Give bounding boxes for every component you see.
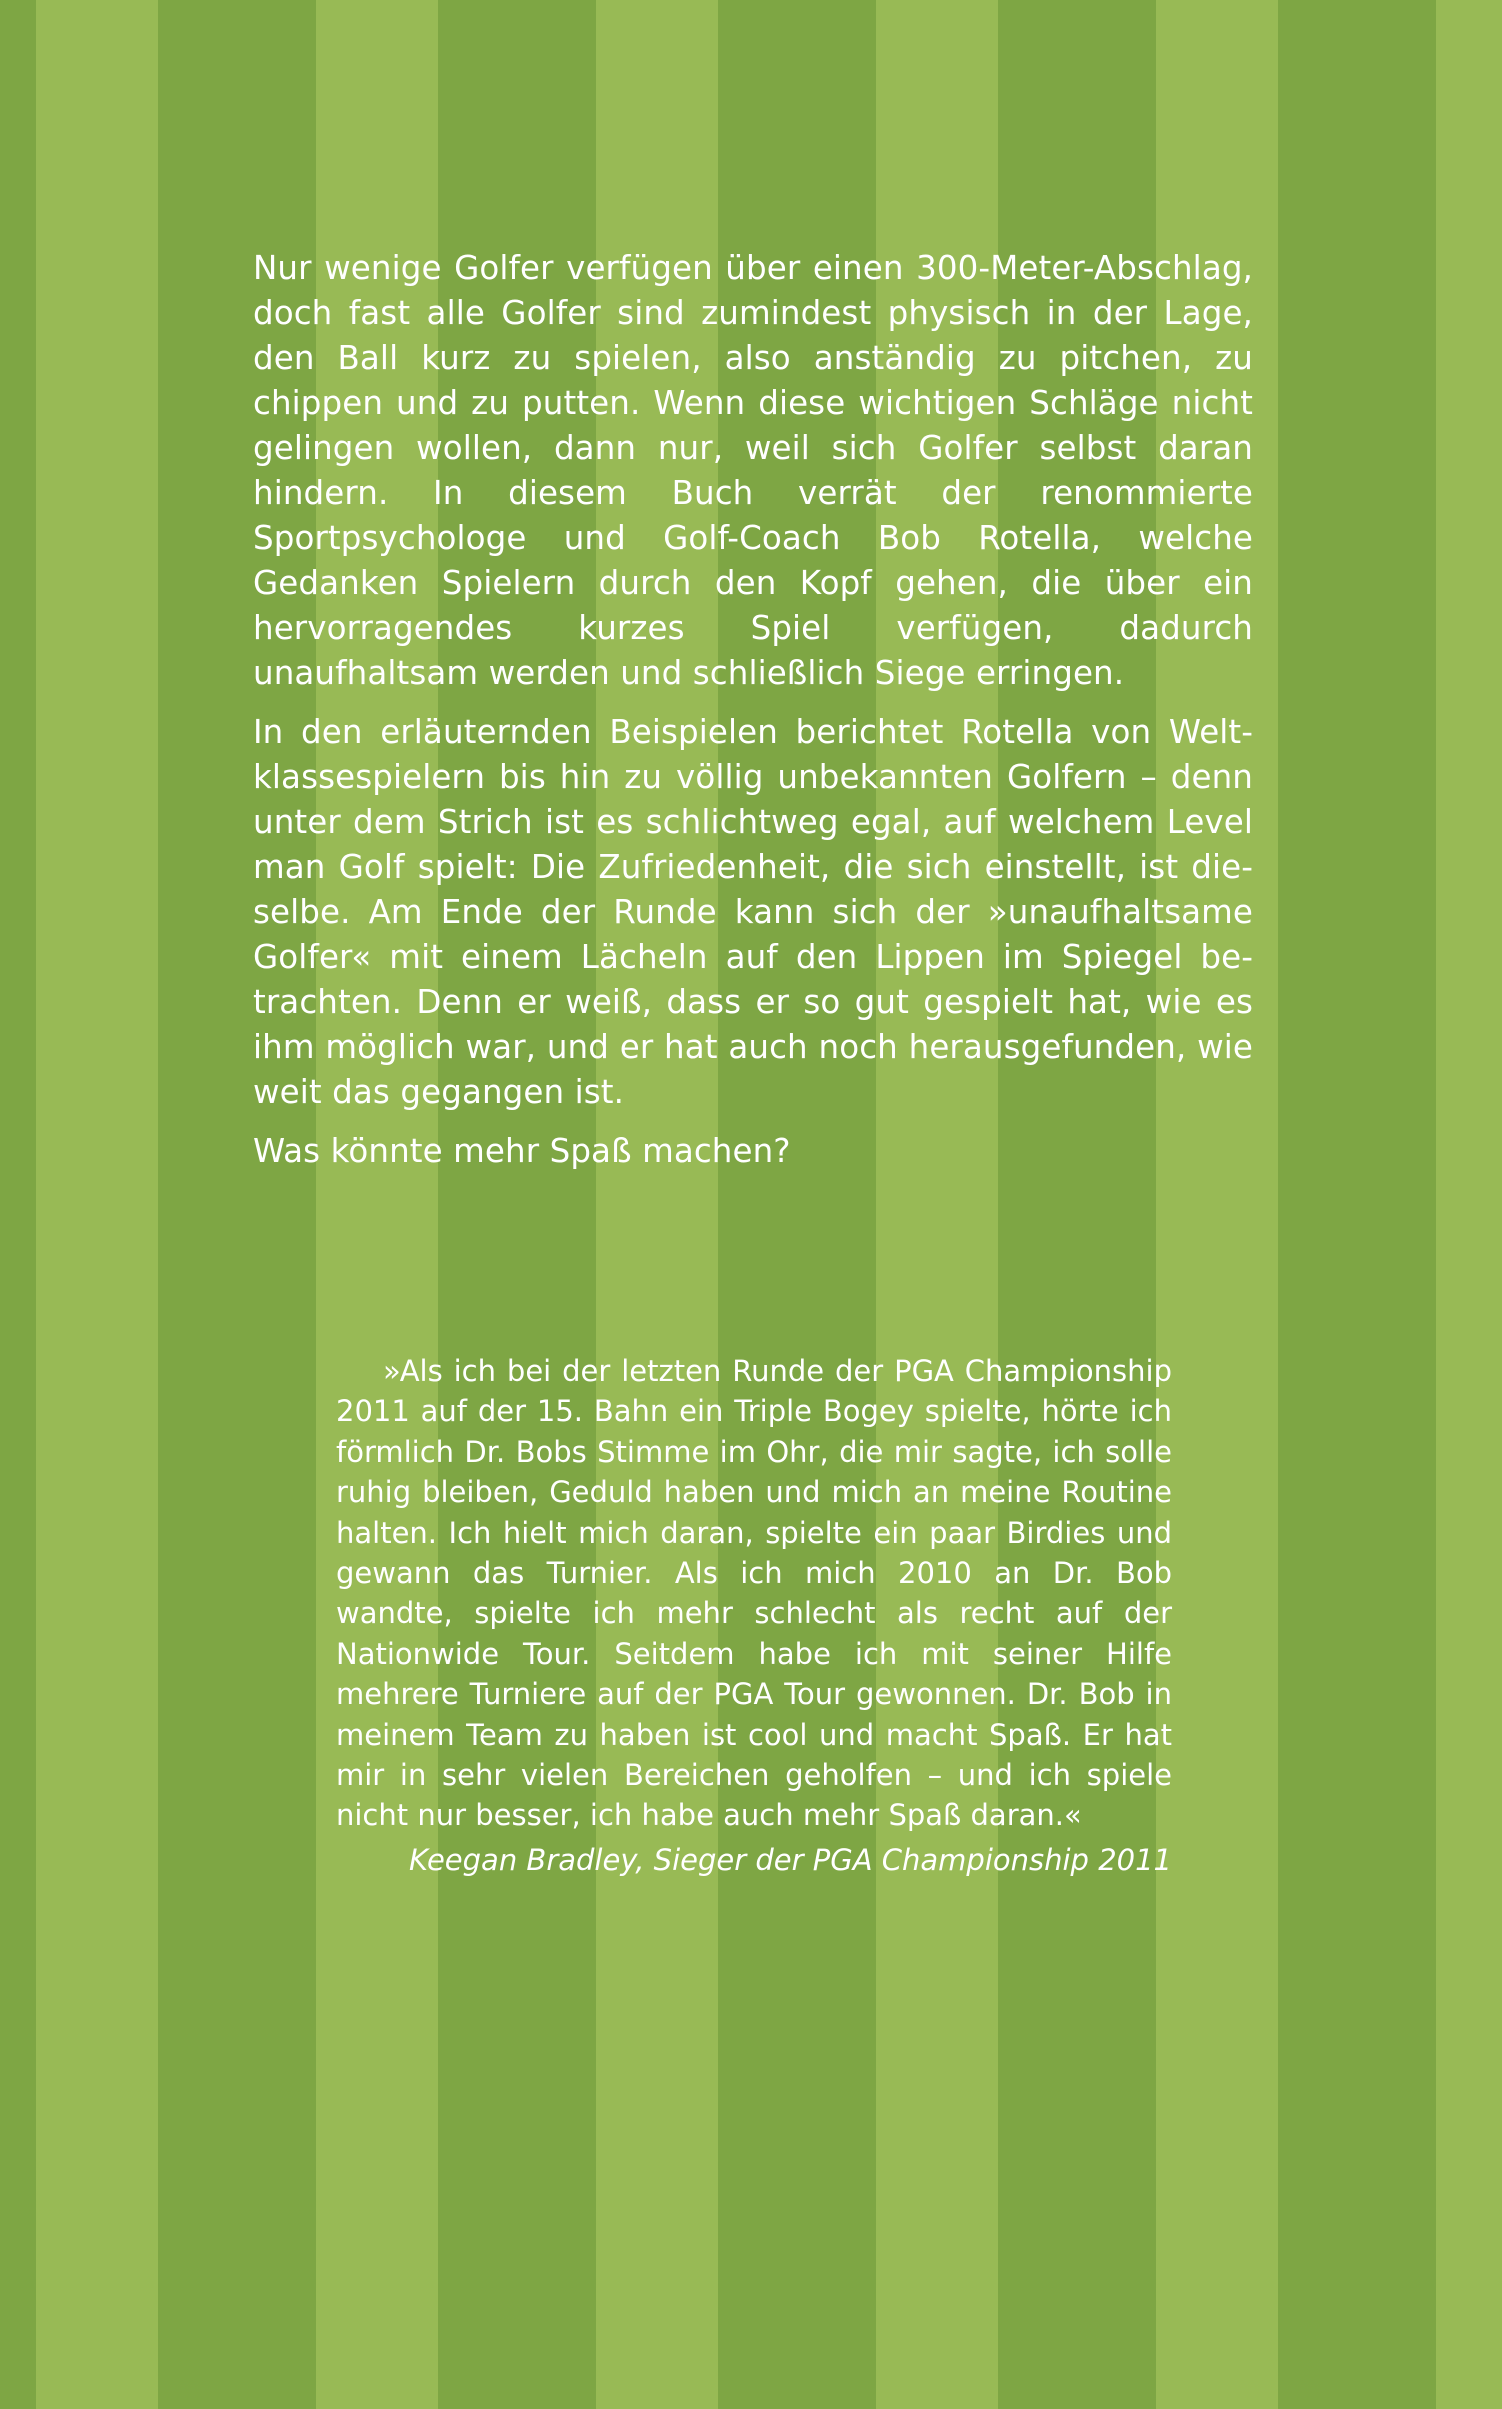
testimonial-quote: »Als ich bei der letzten Runde der PGA Championship 2011 auf der 15. Bahn ein Triple Bogey spielte, hörte ich förmlich Dr. Bobs Stimme im Ohr, die mir sagte, ich solle ruhig bleiben, Geduld haben und mich an meine Routine halten. Ich hielt mich daran, spielte ein paar Birdies und gewann das Turnier. Als ich mich 2010 an Dr. Bob wandte, spielte ich mehr schlecht als recht auf der Nationwide Tour. Seitdem habe ich mit seiner Hilfe mehrere Turniere auf der PGA Tour gewonnen. Dr. Bob in meinem Team zu haben ist cool und macht Spaß. Er hat mir in sehr vielen Bereichen geholfen – und ich spiele nicht nur besser, ich habe auch mehr Spaß daran.« (336, 1354, 1172, 1833)
blurb-section (253, 246, 1253, 1188)
blurb-closing-question: Was könnte mehr Spaß machen? (253, 1132, 791, 1170)
testimonial (336, 1351, 1172, 1880)
blurb-paragraph-1: Nur wenige Golfer verfügen über einen 300-Meter-Abschlag, doch fast alle Golfer sind zumindest physisch in der Lage, den Ball kurz zu spielen, also anständig zu pitchen, zu chippen und zu putten. Wenn diese wichtigen Schläge nicht gelingen wollen, dann nur, weil sich Golfer selbst daran hindern. In diesem Buch verrät der renommierte Sportpsychologe und Golf-Coach Bob Rotella, welche Gedanken Spielern durch den Kopf gehen, die über ein hervorragendes kurzes Spiel verfügen, dadurch unaufhaltsam werden und schließlich Siege erringen. (253, 249, 1253, 692)
blurb-paragraph-2: In den erläuternden Beispielen berichtet Rotella von Weltklassespielern bis hin zu völlig unbekannten Golfern – denn unter dem Strich ist es schlichtweg egal, auf welchem Level man Golf spielt: Die Zufriedenheit, die sich einstellt, ist dieselbe. Am Ende der Runde kann sich der »unaufhaltsame Golfer« mit einem Lächeln auf den Lippen im Spiegel betrachten. Denn er weiß, dass er so gut gespielt hat, wie es ihm möglich war, und er hat auch noch herausgefunden, wie weit das gegangen ist. (253, 713, 1253, 1111)
testimonial-attribution: Keegan Bradley, Sieger der PGA Championship 2011 (408, 1842, 1172, 1877)
